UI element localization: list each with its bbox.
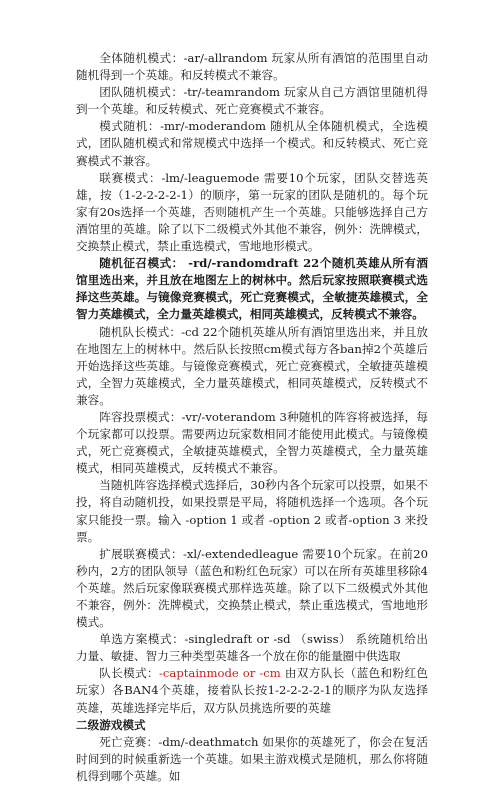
paragraph-vote-option-instructions: 当随机阵容选择模式选择后，30秒内各个玩家可以投票，如果不投，将自动随机投，如果投票是平局，将随机选择一个选项。各个玩家只能投一票。输入 -option 1 或者 -option 2 或者-option 3 来投票。: [76, 478, 428, 544]
paragraph-captain-mode: [76, 665, 428, 716]
paragraph-vote-random-mode: 阵容投票模式：-vr/-voterandom 3种随机的阵容将被选择，每个玩家都可以投票。需要两边玩家数相同才能使用此模式。与镜像模式，死亡竞赛模式，全敏捷英雄模式，全智力英雄模式，全力量英雄模式，相同英雄模式，反转模式不兼容。: [76, 409, 428, 476]
paragraph-random-draft-mode: 随机征召模式： -rd/-randomdraft 22个随机英雄从所有酒馆里选出来，并且放在地图左上的树林中。然后玩家按照联赛模式选择这些英雄。与镜像竞赛模式，死亡竞赛模式，全敏捷英雄模式，全智力英雄模式，全力量英雄模式，相同英雄模式，反转模式不兼容。: [76, 256, 428, 322]
paragraph-league-mode: 联赛模式：-lm/-leaguemode 需要10个玩家，团队交替选英雄，按（1-2-2-2-2-1）的顺序，第一玩家的团队是随机的。每个玩家有20s选择一个英雄，否则随机产生一个英雄。只能够选择自己方酒馆里的英雄。除了以下二级模式外其他不兼容，例外：洗牌模式，交换禁止模式，禁止重选模式，雪地地形模式。: [76, 170, 428, 254]
paragraph-all-random-mode: 全体随机模式：-ar/-allrandom 玩家从所有酒馆的范围里自动随机得到一个英雄。和反转模式不兼容。: [76, 51, 428, 83]
paragraph-extended-league-mode: 扩展联赛模式：-xl/-extendedleague 需要10个玩家。在前20秒内，2方的团队领导（蓝色和粉红色玩家）可以在所有英雄里移除4个英雄。然后玩家像联赛模式那样选英雄。除了以下二级模式外其他不兼容，例外：洗牌模式，交换禁止模式，禁止重选模式，雪地地形模式。: [76, 546, 428, 630]
paragraph-random-captain-mode: 随机队长模式：-cd 22个随机英雄从所有酒馆里选出来，并且放在地图左上的树林中。然后队长按照cm模式每方各ban掉2个英雄后开始选择这些英雄。与镜像竞赛模式，死亡竞赛模式，全敏捷英雄模式，全智力英雄模式，全力量英雄模式，相同英雄模式，反转模式不兼容。: [76, 324, 428, 407]
paragraph-single-draft-mode: 单选方案模式：-singledraft or -sd （swiss） 系统随机给出力量、敏捷、智力三种类型英雄各一个放在你的能量圈中供选取: [76, 632, 428, 664]
paragraph-team-random-mode: 团队随机模式：-tr/-teamrandom 玩家从自己方酒馆里随机得到一个英雄。和反转模式、死亡竞赛模式不兼容。: [76, 85, 428, 117]
document-body: [76, 50, 428, 785]
section-heading-secondary-modes: 二级游戏模式: [76, 717, 146, 732]
paragraph-deathmatch-mode: 死亡竞赛：-dm/-deathmatch 如果你的英雄死了，你会在复活时间到的时候重新选一个英雄。如果主游戏模式是随机，那么你将随机得到哪个英雄。如: [76, 734, 428, 783]
captain-mode-description: 由双方队长（蓝色和粉红色玩家）各BAN4个英雄，接着队长按1-2-2-2-2-1的顺序为队友选择英雄，英雄选择完毕后，双方队员挑选所要的英雄: [76, 666, 428, 715]
captain-mode-label: 队长模式：: [99, 666, 159, 681]
paragraph-mode-random: 模式随机：-mr/-moderandom 随机从全体随机模式，全选模式，团队随机模式和常规模式中选择一个模式。和反转模式、死亡竞赛模式不兼容。: [76, 119, 428, 168]
captain-mode-command-highlight: -captainmode or -cm: [159, 666, 281, 681]
